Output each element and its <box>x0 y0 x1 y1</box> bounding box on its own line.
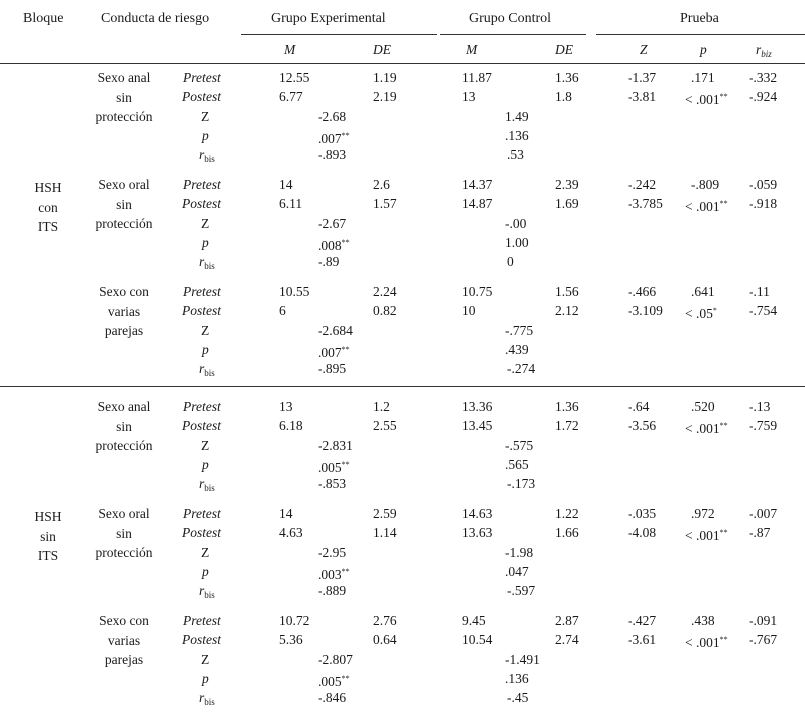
postest-p: < .001** <box>685 528 728 544</box>
pretest-ctrl-m: 13.36 <box>462 399 493 414</box>
row-label-pretest: Pretest <box>183 177 221 192</box>
row-label-z: Z <box>201 322 210 338</box>
postest-r: -.918 <box>749 196 778 212</box>
pretest-exp-m: 14 <box>279 177 293 192</box>
postest-p: < .001** <box>685 199 728 215</box>
pretest-exp-m: 10.72 <box>279 613 310 628</box>
postest-ctrl-m: 10.54 <box>462 632 493 648</box>
exp-r: -.895 <box>318 361 347 377</box>
exp-z: -2.684 <box>318 322 353 338</box>
behavior-name: Sexo oral <box>98 506 150 521</box>
row-label-p: p <box>202 563 209 579</box>
header-exp-de: DE <box>373 42 391 57</box>
block-name: ITS <box>37 548 59 563</box>
pretest-p: .641 <box>691 284 715 299</box>
pretest-ctrl-de: 2.39 <box>555 177 579 192</box>
pretest-exp-de: 2.76 <box>373 613 397 628</box>
pretest-z: -.035 <box>628 506 657 521</box>
row-label-p: p <box>202 670 209 686</box>
postest-exp-m: 5.36 <box>279 632 303 648</box>
exp-p: .003** <box>318 566 350 582</box>
ctrl-z: -.00 <box>505 215 527 231</box>
exp-z: -2.67 <box>318 215 347 231</box>
row-label-postest: Postest <box>182 196 221 212</box>
header-grupo-control: Grupo Control <box>469 11 552 26</box>
behavior-name: Sexo con <box>99 284 149 299</box>
postest-exp-de: 0.82 <box>373 303 397 319</box>
pretest-z: -.466 <box>628 284 657 299</box>
ctrl-p: 1.00 <box>505 234 529 250</box>
postest-p: < .001** <box>685 635 728 651</box>
ctrl-r: 0 <box>507 254 514 270</box>
postest-exp-de: 0.64 <box>373 632 397 648</box>
exp-p: .005** <box>318 459 350 475</box>
pretest-ctrl-m: 11.87 <box>462 70 492 85</box>
postest-exp-m: 4.63 <box>279 525 303 541</box>
postest-z: -3.61 <box>628 632 657 648</box>
exp-r: -.893 <box>318 147 347 163</box>
row-label-p: p <box>202 341 209 357</box>
header-rule-ctrl <box>440 34 586 35</box>
postest-ctrl-de: 1.8 <box>555 89 572 105</box>
behavior-name: Sexo con <box>99 613 149 628</box>
header-ctrl-m: M <box>466 42 478 57</box>
pretest-z: -1.37 <box>628 70 657 85</box>
postest-ctrl-de: 1.66 <box>555 525 579 541</box>
exp-z: -2.831 <box>318 437 353 453</box>
behavior-name: varias <box>107 632 141 648</box>
header-test-p: p <box>700 42 707 57</box>
postest-z: -3.81 <box>628 89 657 105</box>
behavior-name: protección <box>95 545 153 560</box>
pretest-exp-de: 1.2 <box>373 399 390 414</box>
exp-r: -.853 <box>318 476 347 492</box>
postest-ctrl-m: 13 <box>462 89 476 105</box>
header-bloque: Bloque <box>23 11 64 26</box>
behavior-name: Sexo oral <box>98 177 150 192</box>
postest-p: < .05* <box>685 306 717 322</box>
postest-exp-m: 6.77 <box>279 89 303 105</box>
behavior-name: sin <box>116 196 132 212</box>
postest-ctrl-m: 10 <box>462 303 476 319</box>
header-prueba: Prueba <box>680 11 719 26</box>
pretest-ctrl-m: 14.37 <box>462 177 493 192</box>
row-label-r: $r_{bis}$ <box>199 583 215 601</box>
header-bottom-rule <box>0 63 805 64</box>
row-label-r: $r_{bis}$ <box>199 361 215 379</box>
row-label-pretest: Pretest <box>183 399 221 414</box>
exp-z: -2.68 <box>318 108 347 124</box>
row-label-z: Z <box>201 108 210 124</box>
pretest-p: .520 <box>691 399 715 414</box>
row-label-pretest: Pretest <box>183 613 221 628</box>
pretest-ctrl-m: 14.63 <box>462 506 493 521</box>
ctrl-p: .565 <box>505 456 529 472</box>
ctrl-z: -.775 <box>505 322 534 338</box>
behavior-name: parejas <box>104 323 144 338</box>
row-label-postest: Postest <box>182 418 221 434</box>
exp-z: -2.95 <box>318 544 347 560</box>
exp-r: -.846 <box>318 690 347 706</box>
ctrl-z: -1.98 <box>505 544 534 560</box>
postest-z: -4.08 <box>628 525 657 541</box>
ctrl-r: -.274 <box>507 361 536 377</box>
row-label-p: p <box>202 456 209 472</box>
postest-z: -3.109 <box>628 303 663 319</box>
postest-exp-de: 1.57 <box>373 196 397 212</box>
postest-ctrl-de: 2.12 <box>555 303 579 319</box>
row-label-postest: Postest <box>182 525 221 541</box>
block-name: con <box>38 199 58 215</box>
exp-z: -2.807 <box>318 651 353 667</box>
ctrl-p: .136 <box>505 127 529 143</box>
behavior-name: Sexo anal <box>97 399 151 414</box>
pretest-exp-de: 1.19 <box>373 70 397 85</box>
row-label-postest: Postest <box>182 303 221 319</box>
pretest-ctrl-m: 9.45 <box>462 613 486 628</box>
block-name: HSH <box>34 509 62 524</box>
behavior-name: parejas <box>104 652 144 667</box>
row-label-postest: Postest <box>182 632 221 648</box>
pretest-exp-m: 12.55 <box>279 70 310 85</box>
block-name: HSH <box>34 180 62 195</box>
postest-r: -.924 <box>749 89 778 105</box>
row-label-r: $r_{bis}$ <box>199 476 215 494</box>
exp-r: -.889 <box>318 583 347 599</box>
pretest-z: -.64 <box>628 399 650 414</box>
pretest-exp-m: 13 <box>279 399 293 414</box>
exp-p: .008** <box>318 237 350 253</box>
postest-ctrl-de: 1.72 <box>555 418 579 434</box>
pretest-p: .438 <box>691 613 715 628</box>
exp-p: .007** <box>318 130 350 146</box>
pretest-ctrl-de: 2.87 <box>555 613 579 628</box>
exp-p: .007** <box>318 344 350 360</box>
ctrl-z: 1.49 <box>505 108 529 124</box>
postest-z: -3.56 <box>628 418 657 434</box>
pretest-r: -.13 <box>749 399 771 414</box>
postest-z: -3.785 <box>628 196 663 212</box>
behavior-name: sin <box>116 89 132 105</box>
behavior-name: protección <box>95 109 153 124</box>
pretest-r: -.007 <box>749 506 778 521</box>
ctrl-z: -.575 <box>505 437 534 453</box>
pretest-ctrl-de: 1.36 <box>555 70 579 85</box>
pretest-ctrl-m: 10.75 <box>462 284 493 299</box>
row-label-pretest: Pretest <box>183 70 221 85</box>
pretest-z: -.427 <box>628 613 657 628</box>
postest-ctrl-m: 14.87 <box>462 196 493 212</box>
pretest-r: -.11 <box>749 284 770 299</box>
postest-exp-de: 2.55 <box>373 418 397 434</box>
pretest-r: -.332 <box>749 70 778 85</box>
pretest-exp-m: 14 <box>279 506 293 521</box>
pretest-p: .171 <box>691 70 715 85</box>
pretest-r: -.091 <box>749 613 778 628</box>
postest-ctrl-de: 2.74 <box>555 632 579 648</box>
ctrl-r: .53 <box>507 147 524 163</box>
ctrl-r: -.45 <box>507 690 529 706</box>
ctrl-p: .439 <box>505 341 529 357</box>
row-label-r: $r_{bis}$ <box>199 254 215 272</box>
postest-r: -.759 <box>749 418 778 434</box>
ctrl-p: .136 <box>505 670 529 686</box>
postest-r: -.767 <box>749 632 778 648</box>
postest-ctrl-m: 13.63 <box>462 525 493 541</box>
header-test-z: Z <box>640 42 648 57</box>
postest-ctrl-de: 1.69 <box>555 196 579 212</box>
block-name: ITS <box>37 219 59 234</box>
row-label-pretest: Pretest <box>183 284 221 299</box>
behavior-name: protección <box>95 438 153 453</box>
pretest-exp-de: 2.59 <box>373 506 397 521</box>
pretest-exp-de: 2.6 <box>373 177 390 192</box>
pretest-z: -.242 <box>628 177 657 192</box>
postest-r: -.754 <box>749 303 778 319</box>
pretest-p: .972 <box>691 506 715 521</box>
row-label-z: Z <box>201 544 210 560</box>
row-label-z: Z <box>201 215 210 231</box>
exp-r: -.89 <box>318 254 340 270</box>
pretest-p: -.809 <box>691 177 720 192</box>
behavior-name: sin <box>116 525 132 541</box>
ctrl-r: -.173 <box>507 476 536 492</box>
pretest-r: -.059 <box>749 177 778 192</box>
row-label-p: p <box>202 127 209 143</box>
exp-p: .005** <box>318 673 350 689</box>
pretest-ctrl-de: 1.36 <box>555 399 579 414</box>
header-exp-m: M <box>284 42 296 57</box>
postest-exp-de: 2.19 <box>373 89 397 105</box>
postest-r: -.87 <box>749 525 771 541</box>
ctrl-p: .047 <box>505 563 529 579</box>
postest-exp-m: 6 <box>279 303 286 319</box>
postest-p: < .001** <box>685 92 728 108</box>
row-label-postest: Postest <box>182 89 221 105</box>
behavior-name: Sexo anal <box>97 70 151 85</box>
postest-ctrl-m: 13.45 <box>462 418 493 434</box>
behavior-name: protección <box>95 216 153 231</box>
row-label-r: $r_{bis}$ <box>199 690 215 708</box>
header-ctrl-de: DE <box>555 42 573 57</box>
postest-exp-de: 1.14 <box>373 525 397 541</box>
header-rule-test <box>596 34 805 35</box>
header-conducta: Conducta de riesgo <box>101 11 210 26</box>
row-label-r: $r_{bis}$ <box>199 147 215 165</box>
ctrl-r: -.597 <box>507 583 536 599</box>
row-label-z: Z <box>201 651 210 667</box>
header-rule-exp <box>241 34 437 35</box>
postest-exp-m: 6.18 <box>279 418 303 434</box>
pretest-exp-m: 10.55 <box>279 284 310 299</box>
pretest-exp-de: 2.24 <box>373 284 397 299</box>
ctrl-z: -1.491 <box>505 651 540 667</box>
block-separator-rule <box>0 386 805 387</box>
behavior-name: varias <box>107 303 141 319</box>
row-label-pretest: Pretest <box>183 506 221 521</box>
postest-p: < .001** <box>685 421 728 437</box>
header-grupo-experimental: Grupo Experimental <box>271 11 386 26</box>
row-label-p: p <box>202 234 209 250</box>
pretest-ctrl-de: 1.56 <box>555 284 579 299</box>
postest-exp-m: 6.11 <box>279 196 303 212</box>
block-name: sin <box>40 528 56 544</box>
pretest-ctrl-de: 1.22 <box>555 506 579 521</box>
header-test-r: $r_{biz}$ <box>756 42 772 59</box>
behavior-name: sin <box>116 418 132 434</box>
row-label-z: Z <box>201 437 210 453</box>
